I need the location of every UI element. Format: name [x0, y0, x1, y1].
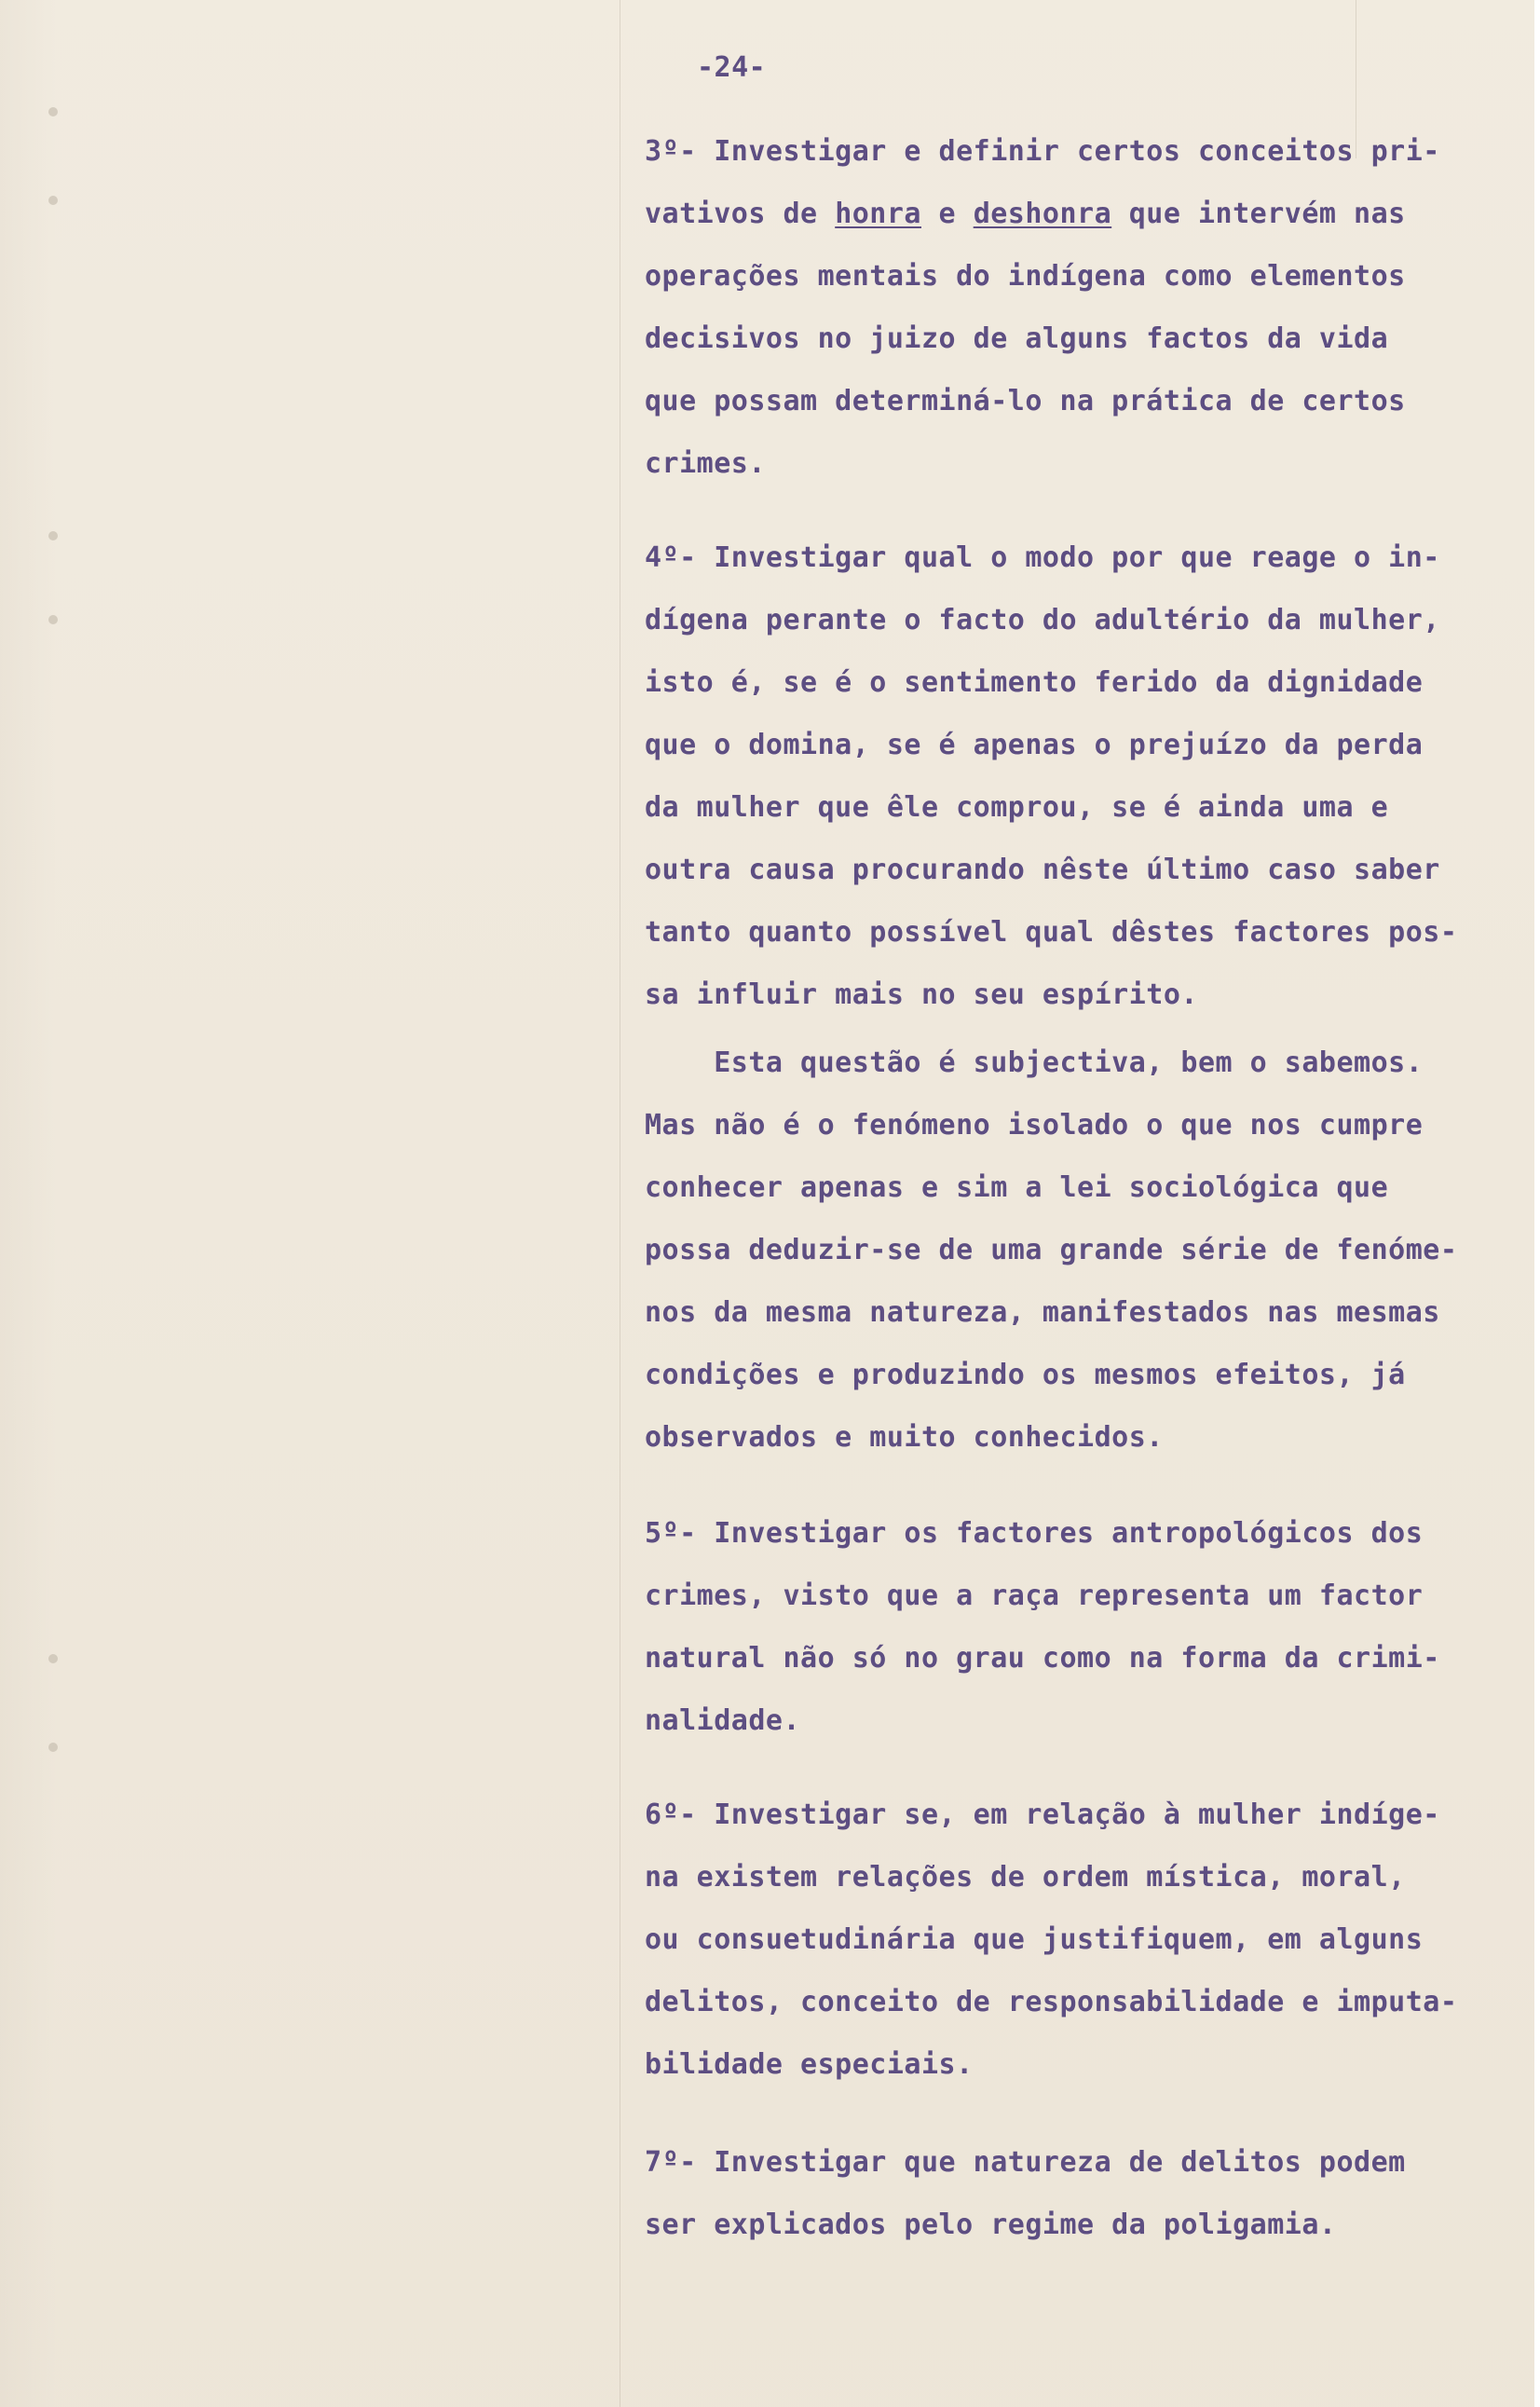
underlined-word: honra	[835, 198, 921, 230]
paragraph-item-5	[645, 1502, 1530, 1752]
binding-hole	[48, 1743, 58, 1752]
text-line: da mulher que êle comprou, se é ainda uma e	[645, 791, 1389, 824]
text-line: 6º- Investigar se, em relação à mulher indíge-	[645, 1798, 1440, 1831]
text-line: condições e produzindo os mesmos efeitos, já	[645, 1359, 1406, 1391]
paragraph-item-4	[645, 527, 1530, 1026]
text-line: dígena perante o facto do adultério da mulher,	[645, 604, 1440, 636]
underlined-word: deshonra	[973, 198, 1112, 230]
paragraph-item-4-continuation	[645, 1032, 1530, 1469]
page-edge	[1534, 0, 1540, 2407]
text-line: conhecer apenas e sim a lei sociológica que	[645, 1171, 1389, 1204]
text-line: que possam determiná-lo na prática de certos	[645, 385, 1406, 417]
text-line: na existem relações de ordem mística, moral,	[645, 1861, 1406, 1894]
binding-hole	[48, 531, 58, 540]
binding-hole	[48, 196, 58, 205]
text-line: que o domina, se é apenas o prejuízo da perda	[645, 729, 1424, 761]
text-line: Esta questão é subjectiva, bem o sabemos.	[645, 1046, 1424, 1079]
text-line: tanto quanto possível qual dêstes factores pos-	[645, 916, 1458, 949]
text-line: isto é, se é o sentimento ferido da dignidade	[645, 666, 1424, 699]
text-line: operações mentais do indígena como elementos	[645, 260, 1406, 293]
text-line: nos da mesma natureza, manifestados nas mesmas	[645, 1296, 1440, 1329]
text-line: observados e muito conhecidos.	[645, 1421, 1164, 1454]
text-line: ser explicados pelo regime da poligamia.	[645, 2209, 1337, 2241]
text-line: 4º- Investigar qual o modo por que reage o in-	[645, 541, 1440, 574]
text-line: vativos de honra e deshonra que intervém nas	[645, 198, 1406, 230]
page-number: -24-	[697, 51, 767, 84]
text-line: natural não só no grau como na forma da crimi-	[645, 1642, 1440, 1675]
text-line: decisivos no juizo de alguns factos da vida	[645, 322, 1389, 355]
binding-hole	[48, 1654, 58, 1663]
paragraph-item-6	[645, 1784, 1530, 2096]
text-line: 7º- Investigar que natureza de delitos podem	[645, 2146, 1406, 2179]
text-line: nalidade.	[645, 1704, 801, 1737]
text-line: 3º- Investigar e definir certos conceitos pri-	[645, 135, 1440, 168]
text-line: crimes.	[645, 447, 766, 480]
binding-hole	[48, 615, 58, 624]
text-line: ou consuetudinária que justifiquem, em alguns	[645, 1923, 1424, 1956]
text-line: delitos, conceito de responsabilidade e imputa-	[645, 1986, 1458, 2018]
paragraph-item-3	[645, 120, 1530, 495]
binding-hole	[48, 107, 58, 116]
text-line: 5º- Investigar os factores antropológicos dos	[645, 1517, 1424, 1550]
paragraph-item-7	[645, 2131, 1530, 2256]
text-line: sa influir mais no seu espírito.	[645, 978, 1198, 1011]
text-line: outra causa procurando nêste último caso saber	[645, 854, 1440, 886]
text-line: possa deduzir-se de uma grande série de fenóme-	[645, 1234, 1458, 1266]
text-line: bilidade especiais.	[645, 2048, 974, 2081]
text-line: crimes, visto que a raça representa um factor	[645, 1580, 1424, 1612]
text-line: Mas não é o fenómeno isolado o que nos cumpre	[645, 1109, 1424, 1142]
